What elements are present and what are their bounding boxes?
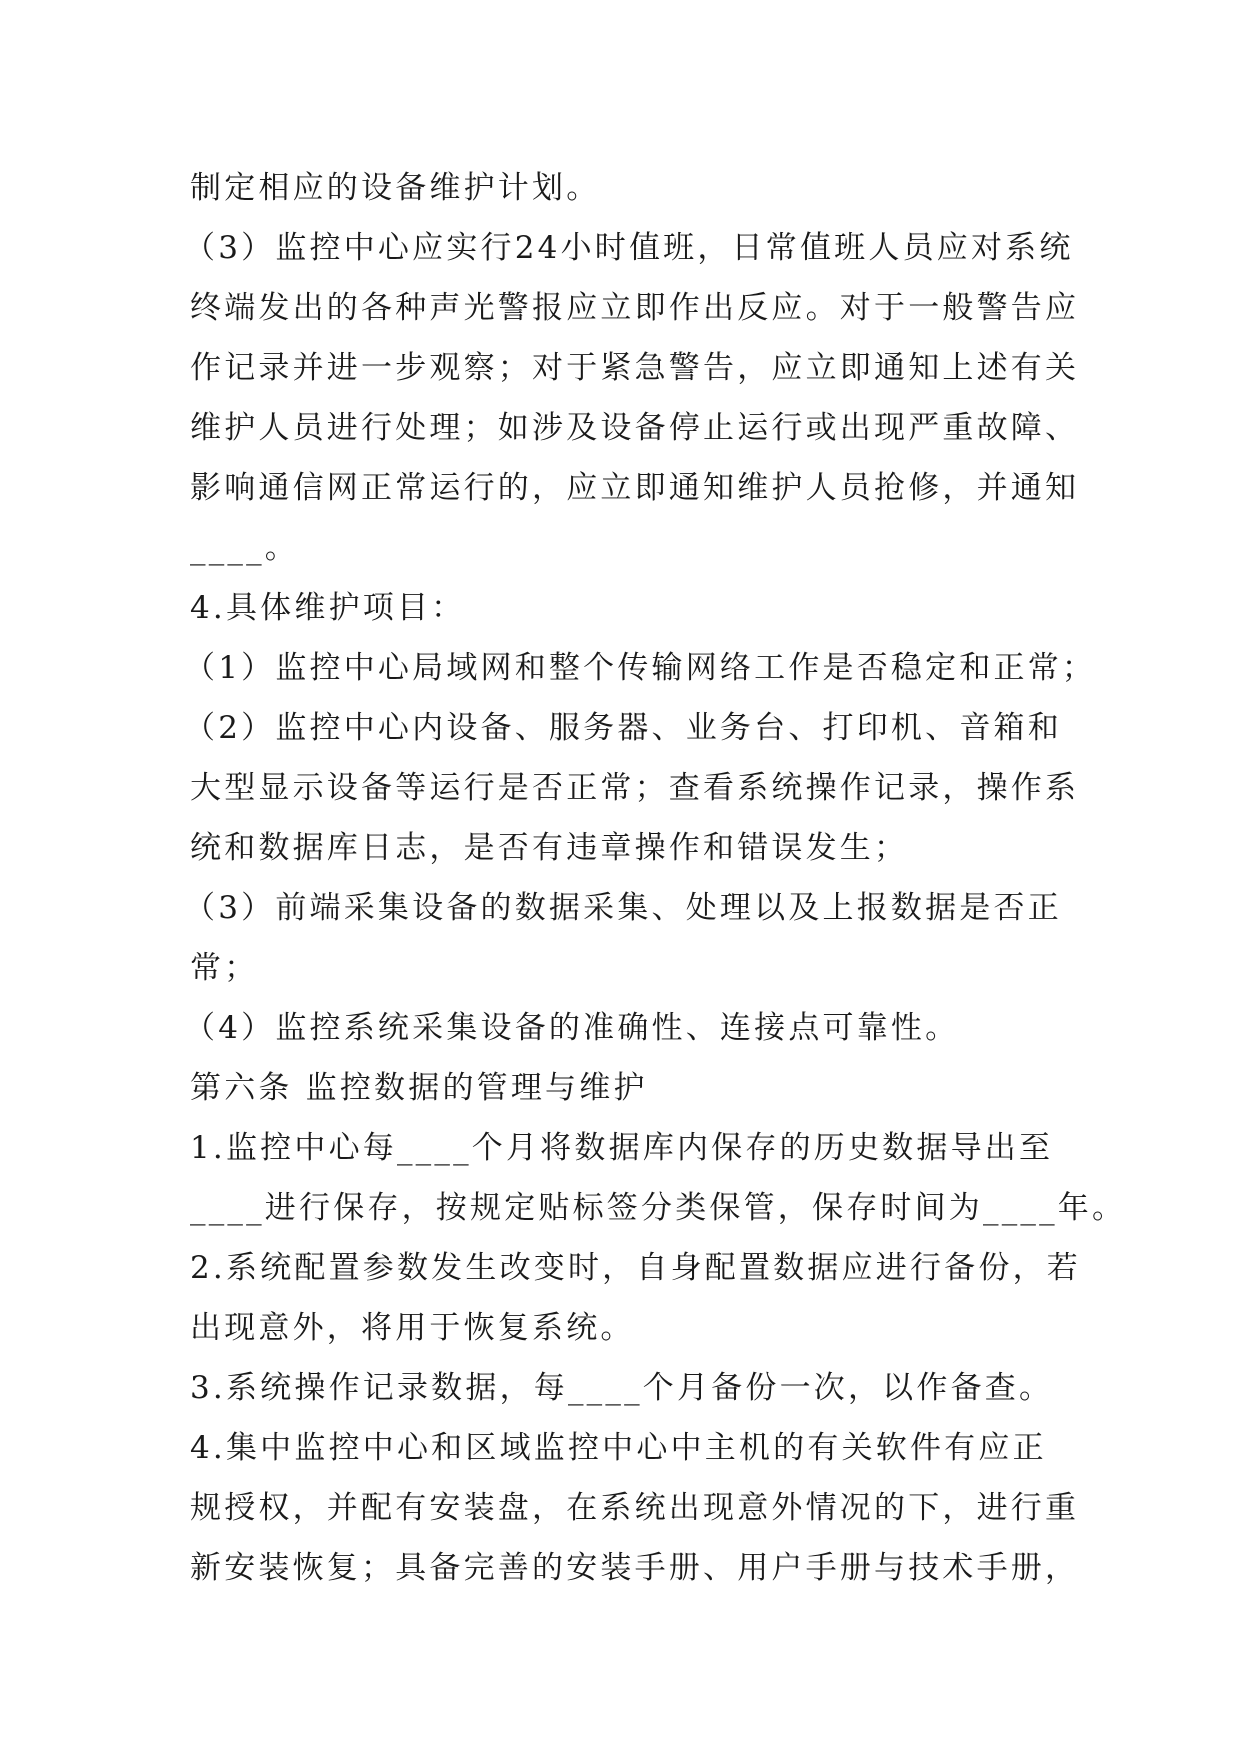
text-line: 新安装恢复；具备完善的安装手册、用户手册与技术手册， [190, 1550, 1080, 1586]
text-line: （4）监控系统采集设备的准确性、连接点可靠性。 [184, 1010, 960, 1046]
section-heading: 第六条 监控数据的管理与维护 [190, 1070, 648, 1106]
text-line: 4.集中监控中心和区域监控中心中主机的有关软件有应正 [190, 1430, 1047, 1466]
text-line: 出现意外，将用于恢复系统。 [190, 1310, 635, 1346]
text-line: （3）前端采集设备的数据采集、处理以及上报数据是否正 [184, 890, 1062, 926]
text-line: 常； [190, 950, 259, 986]
text-line: （2）监控中心内设备、服务器、业务台、打印机、音箱和 [184, 710, 1062, 746]
text-line: ____。 [190, 530, 299, 566]
text-line: ____进行保存，按规定贴标签分类保管，保存时间为____年。 [190, 1190, 1127, 1226]
text-line: 大型显示设备等运行是否正常；查看系统操作记录，操作系 [190, 770, 1080, 806]
text-line: 4.具体维护项目： [190, 590, 466, 626]
text-line: 终端发出的各种声光警报应立即作出反应。对于一般警告应 [190, 290, 1080, 326]
text-line: 维护人员进行处理；如涉及设备停止运行或出现严重故障、 [190, 410, 1080, 446]
text-line: 1.监控中心每____个月将数据库内保存的历史数据导出至 [190, 1130, 1054, 1166]
text-line: （3）监控中心应实行24小时值班，日常值班人员应对系统 [184, 230, 1074, 266]
text-line: （1）监控中心局域网和整个传输网络工作是否稳定和正常； [184, 650, 1097, 686]
text-line: 2.系统配置参数发生改变时，自身配置数据应进行备份，若 [190, 1250, 1081, 1286]
text-line: 3.系统操作记录数据，每____个月备份一次，以作备查。 [190, 1370, 1054, 1406]
document-body [184, 158, 1127, 1598]
text-line: 制定相应的设备维护计划。 [190, 170, 601, 206]
text-line: 作记录并进一步观察；对于紧急警告，应立即通知上述有关 [190, 350, 1080, 386]
text-line: 影响通信网正常运行的，应立即通知维护人员抢修，并通知 [190, 470, 1080, 506]
text-line: 规授权，并配有安装盘，在系统出现意外情况的下，进行重 [190, 1490, 1080, 1526]
text-line: 统和数据库日志，是否有违章操作和错误发生； [190, 830, 909, 866]
